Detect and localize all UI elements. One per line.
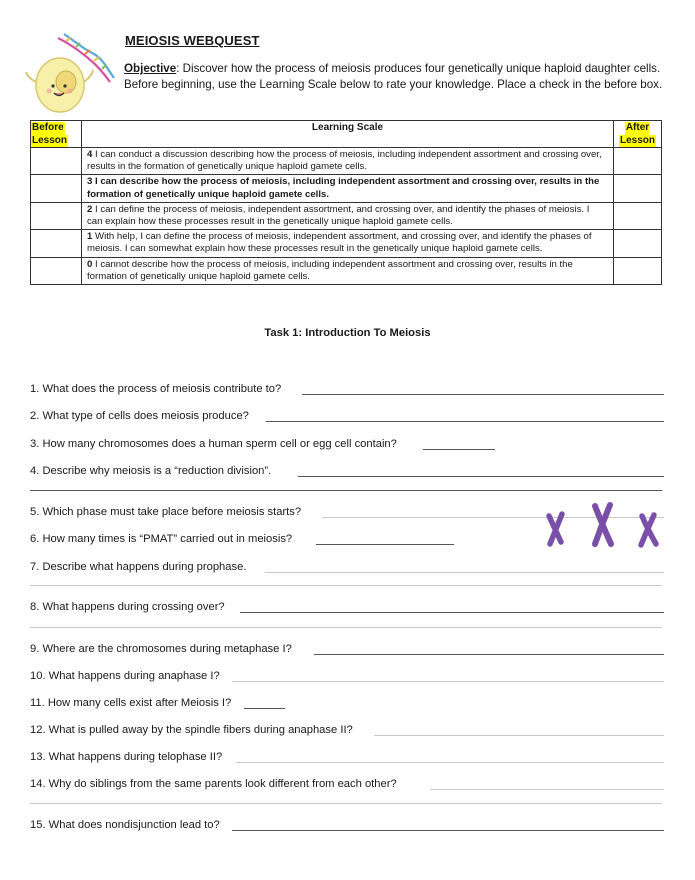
after-checkbox-cell-3[interactable] [614, 175, 662, 202]
answer-line-2[interactable] [266, 421, 664, 422]
question-2: 2. What type of cells does meiosis produce? [30, 410, 249, 422]
before-checkbox-cell-1[interactable] [31, 230, 82, 257]
answer-line-4[interactable] [298, 476, 664, 477]
before-checkbox-cell-2[interactable] [31, 202, 82, 229]
page-title: MEIOSIS WEBQUEST [125, 33, 260, 48]
before-checkbox-cell-0[interactable] [31, 257, 82, 284]
objective-paragraph [124, 61, 664, 92]
scale-text-2 [82, 202, 614, 229]
after-checkbox-cell-1[interactable] [614, 230, 662, 257]
question-8: 8. What happens during crossing over? [30, 601, 225, 613]
scale-desc-4: I can conduct a discussion describing how the process of meiosis, including independent assortment and crossing over, results in the formation of genetically unique haploid gamete cells. [87, 149, 602, 173]
scale-level-4: 4 [87, 149, 93, 160]
scale-row-2 [31, 202, 662, 229]
scale-desc-2: I can define the process of meiosis, independent assortment, and crossing over, and identify the phases of meiosis. I can explain how these processes result in the genetically unique haploid gamete cells. [87, 203, 590, 228]
question-12: 12. What is pulled away by the spindle fibers during anaphase II? [30, 724, 353, 736]
after-checkbox-cell-4[interactable] [614, 148, 662, 175]
question-1: 1. What does the process of meiosis contribute to? [30, 383, 282, 395]
question-6: 6. How many times is “PMAT” carried out in meiosis? [30, 533, 293, 545]
answer-line-7b[interactable] [30, 585, 662, 586]
answer-line-7[interactable] [265, 572, 664, 573]
question-13: 13. What happens during telophase II? [30, 751, 223, 763]
scale-desc-1: With help, I can define the process of meiosis, independent assortment, and crossing over, and identify the phases of meiosis. I can somewhat explain how these processes result in the genetically unique haploid gamete cells. [87, 231, 592, 255]
scale-text-4 [82, 148, 614, 175]
after-checkbox-cell-2[interactable] [614, 202, 662, 229]
scale-row-1 [31, 230, 662, 257]
answer-line-3[interactable] [423, 449, 495, 450]
before-header-line2: Lesson [32, 134, 68, 146]
learning-scale-header-row [31, 121, 662, 148]
question-9: 9. Where are the chromosomes during metaphase I? [30, 643, 292, 655]
scale-level-1: 1 [87, 231, 93, 243]
answer-line-14b[interactable] [30, 803, 662, 804]
answer-line-13[interactable] [236, 762, 664, 763]
answer-line-12[interactable] [374, 735, 664, 736]
chromosome-icon-3 [641, 515, 656, 545]
question-3: 3. How many chromosomes does a human sperm cell or egg cell contain? [30, 438, 397, 450]
after-header-line1: After [625, 122, 650, 133]
chromosome-icon-2 [595, 505, 611, 544]
task-title: Task 1: Introduction To Meiosis [264, 327, 431, 339]
scale-text-1 [82, 230, 614, 257]
question-11: 11. How many cells exist after Meiosis I? [30, 697, 232, 709]
objective-label: Objective [124, 62, 177, 75]
scale-row-0 [31, 257, 662, 284]
question-5: 5. Which phase must take place before meiosis starts? [30, 506, 302, 518]
answer-line-10[interactable] [232, 681, 664, 682]
cartoon-cell-icon [18, 30, 118, 120]
answer-line-1[interactable] [302, 394, 664, 395]
before-checkbox-cell-4[interactable] [31, 148, 82, 175]
scale-desc-0: I cannot describe how the process of meiosis, including independent assortment and crossing over, results in the formation of genetically unique haploid gamete cells. [87, 258, 573, 282]
scale-level-0: 0 [87, 258, 93, 270]
before-header-line1: Before [32, 122, 64, 133]
answer-line-6[interactable] [316, 544, 454, 545]
scale-level-2: 2 [87, 203, 93, 215]
answer-line-8b[interactable] [30, 627, 662, 628]
after-lesson-header [614, 121, 662, 148]
question-10: 10. What happens during anaphase I? [30, 670, 220, 682]
scale-row-3 [31, 175, 662, 202]
scale-text-0 [82, 257, 614, 284]
question-7: 7. Describe what happens during prophase. [30, 561, 247, 573]
answer-line-14[interactable] [430, 789, 664, 790]
learning-scale-table [30, 120, 662, 285]
answer-line-8[interactable] [240, 612, 664, 613]
learning-scale-header: Learning Scale [82, 121, 614, 148]
answer-line-15[interactable] [232, 830, 664, 831]
before-lesson-header [31, 121, 82, 148]
answer-line-11[interactable] [244, 708, 285, 709]
after-checkbox-cell-0[interactable] [614, 257, 662, 284]
before-checkbox-cell-3[interactable] [31, 175, 82, 202]
scale-row-4 [31, 148, 662, 175]
answer-line-9[interactable] [314, 654, 664, 655]
scale-desc-3: I can describe how the process of meiosis, including independent assortment and crossing over, results in the formation of genetically unique haploid gamete cells. [87, 176, 600, 200]
scale-text-3 [82, 175, 614, 202]
objective-text: : Discover how the process of meiosis produces four genetically unique haploid daughter cells. Before beginning, use the Learning Scale below to rate your knowledge. Place a check in the before box. [124, 62, 663, 91]
question-4: 4. Describe why meiosis is a “reduction division”. [30, 465, 272, 477]
after-header-line2: Lesson [619, 134, 655, 146]
question-14: 14. Why do siblings from the same parents look different from each other? [30, 778, 397, 790]
answer-line-4b[interactable] [30, 490, 662, 491]
question-15: 15. What does nondisjunction lead to? [30, 819, 220, 831]
scale-level-3: 3 [87, 176, 93, 188]
chromosomes-icon [535, 500, 670, 552]
chromosome-icon-1 [549, 514, 562, 544]
